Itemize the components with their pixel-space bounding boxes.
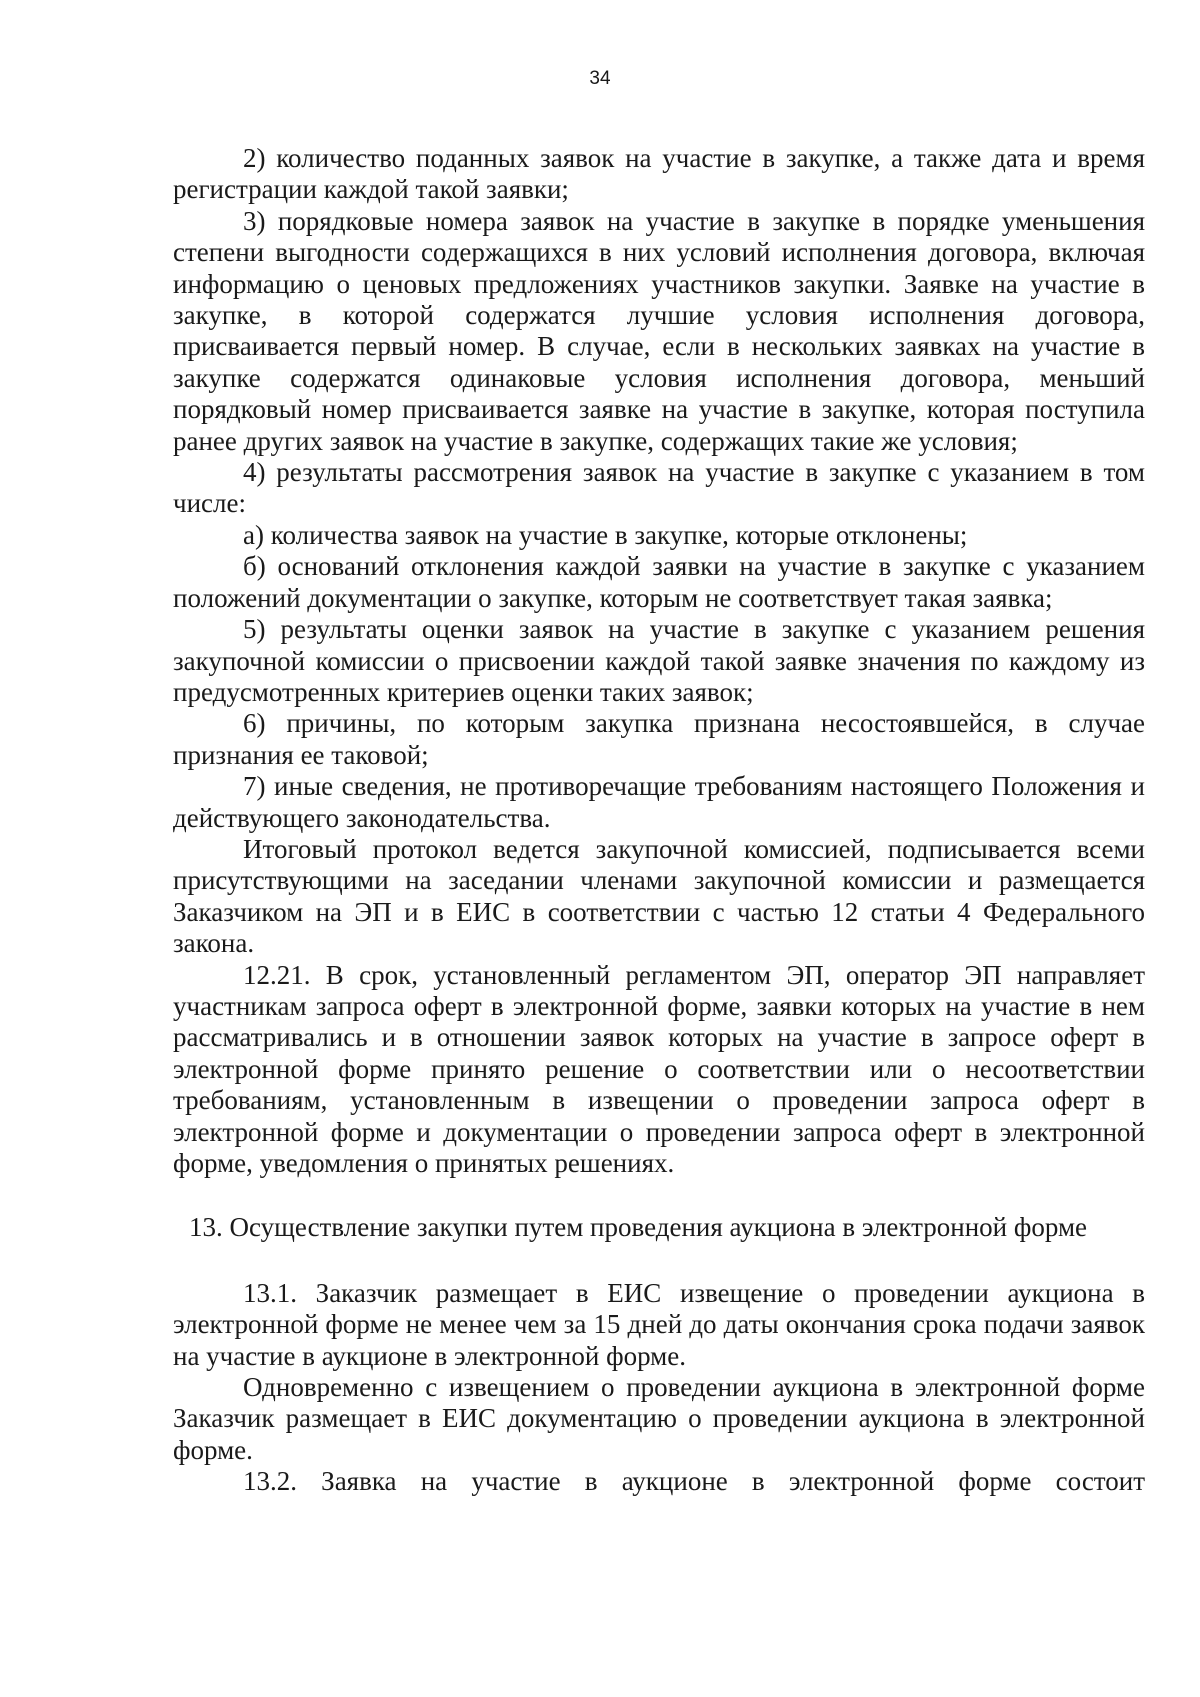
paragraph-item-5: 5) результаты оценки заявок на участие в закупке с указанием решения закупочной комиссии о присвоении каждой такой заявке значения по каждому из предусмотренных критериев оценки таких заявок; <box>173 614 1145 707</box>
paragraph-final-protocol: Итоговый протокол ведется закупочной комиссией, подписывается всеми присутствующими на заседании членами закупочной комиссии и размещается Заказчиком на ЭП и в ЕИС в соответствии с частью 12 статьи 4 Федерального закона. <box>173 833 1145 959</box>
document-body <box>173 143 1145 1498</box>
paragraph-13-2: 13.2. Заявка на участие в аукционе в электронной форме состоит <box>243 1466 1145 1497</box>
section-heading: 13. Осуществление закупки путем проведения аукциона в электронной форме <box>189 1212 1088 1243</box>
paragraph-13-1: 13.1. Заказчик размещает в ЕИС извещение о проведении аукциона в электронной форме не менее чем за 15 дней до даты окончания срока подачи заявок на участие в аукционе в электронной форме. <box>173 1277 1145 1371</box>
paragraph-subitem-a: а) количества заявок на участие в закупке, которые отклонены; <box>243 519 968 550</box>
paragraph-item-4: 4) результаты рассмотрения заявок на участие в закупке с указанием в том числе: <box>173 457 1145 519</box>
paragraph-item-3: 3) порядковые номера заявок на участие в закупке в порядке уменьшения степени выгодности содержащихся в них условий исполнения договора, включая информацию о ценовых предложениях участников закупки. Заявке на участие в закупке, в которой содержатся лучшие условия исполнения договора, присваивается первый номер. В случае, если в нескольких заявках на участие в закупке содержатся одинаковые условия исполнения договора, меньший порядковый номер присваивается заявке на участие в закупке, которая поступила ранее других заявок на участие в закупке, содержащих такие же условия; <box>173 205 1145 456</box>
paragraph-subitem-b: б) оснований отклонения каждой заявки на участие в закупке с указанием положений документации о закупке, которым не соответствует такая заявка; <box>173 551 1145 613</box>
paragraph-simultaneously: Одновременно с извещением о проведении аукциона в электронной форме Заказчик размещает в ЕИС документацию о проведении аукциона в электронной форме. <box>173 1372 1145 1465</box>
paragraph-item-7: 7) иные сведения, не противоречащие требованиям настоящего Положения и действующего законодательства. <box>173 771 1145 833</box>
paragraph-item-2: 2) количество поданных заявок на участие в закупке, а также дата и время регистрации каждой такой заявки; <box>173 143 1145 205</box>
paragraph-item-6: 6) причины, по которым закупка признана несостоявшейся, в случае признания ее таковой; <box>173 708 1145 770</box>
page-number: 34 <box>589 68 611 89</box>
paragraph-12-21: 12.21. В срок, установленный регламентом ЭП, оператор ЭП направляет участникам запроса оферт в электронной форме, заявки которых на участие в нем рассматривались и в отношении заявок которых на участие в запросе оферт в электронной форме принято решение о соответствии или о несоответствии требованиям, установленным в извещении о проведении запроса оферт в электронной форме и документации о проведении запроса оферт в электронной форме, уведомления о принятых решениях. <box>173 959 1145 1178</box>
